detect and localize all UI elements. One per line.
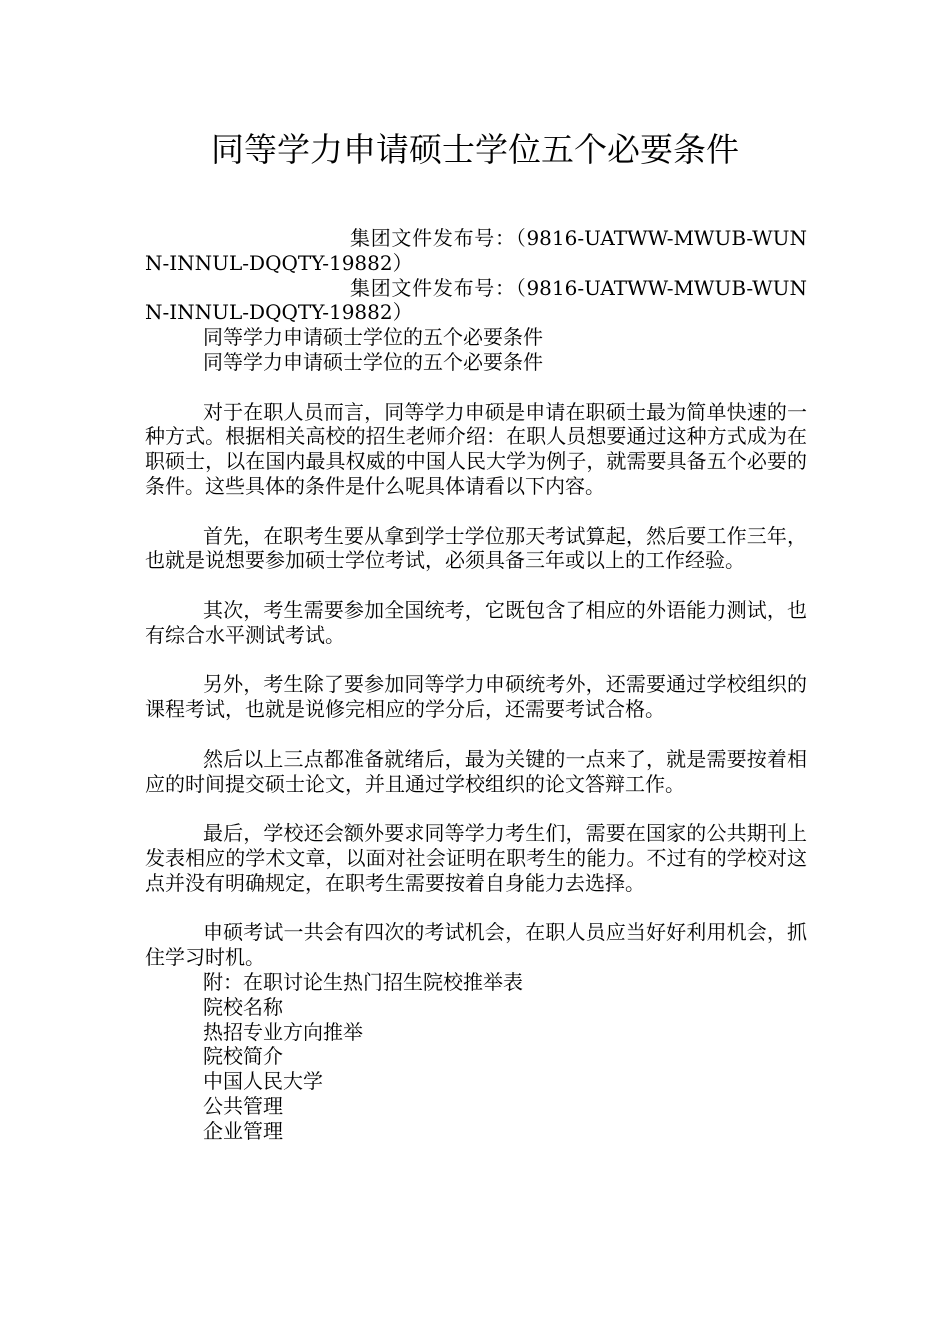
paragraph-second: 其次，考生需要参加全国统考，它既包含了相应的外语能力测试，也有综合水平测试考试。: [145, 597, 807, 647]
subtitle-line: 同等学力申请硕士学位的五个必要条件: [203, 349, 543, 374]
appendix-heading: 附：在职讨论生热门招生院校推举表: [203, 969, 523, 994]
doc-ref-number: 集团文件发布号：（9816-UATWW-MWUB-WUNN-INNUL-DQQTY-19882）: [145, 226, 807, 275]
paragraph-intro: 对于在职人员而言，同等学力申硕是申请在职硕士最为简单快速的一种方式。根据相关高校的招生老师介绍：在职人员想要通过这种方式成为在职硕士，以在国内最具权威的中国人民大学为例子，就需要具备五个必要的条件。这些具体的条件是什么呢具体请看以下内容。: [145, 399, 807, 498]
appendix-item: 院校名称: [203, 994, 283, 1019]
paragraph-fourth: 然后以上三点都准备就绪后，最为关键的一点来了，就是需要按着相应的时间提交硕士论文，并且通过学校组织的论文答辩工作。: [145, 746, 807, 796]
paragraph-third: 另外，考生除了要参加同等学力申硕统考外，还需要通过学校组织的课程考试，也就是说修完相应的学分后，还需要考试合格。: [145, 672, 807, 722]
appendix-item: 中国人民大学: [203, 1069, 323, 1094]
doc-ref-number: 集团文件发布号：（9816-UATWW-MWUB-WUNN-INNUL-DQQTY-19882）: [145, 275, 807, 325]
paragraph-fifth: 最后，学校还会额外要求同等学力考生们，需要在国家的公共期刊上发表相应的学术文章，以面对社会证明在职考生的能力。不过有的学校对这点并没有明确规定，在职考生需要按着自身能力去选择。: [145, 821, 807, 895]
paragraph-closing: 申硕考试一共会有四次的考试机会，在职人员应当好好利用机会，抓住学习时机。: [145, 920, 807, 970]
document-title: 同等学力申请硕士学位五个必要条件: [211, 130, 739, 169]
document-body: [145, 226, 807, 1143]
paragraph-first: 首先，在职考生要从拿到学士学位那天考试算起，然后要工作三年，也就是说想要参加硕士学位考试，必须具备三年或以上的工作经验。: [145, 523, 807, 573]
appendix-item: 公共管理: [203, 1093, 283, 1118]
appendix-item: 院校简介: [203, 1044, 283, 1069]
appendix-item: 热招专业方向推举: [203, 1019, 363, 1044]
appendix-item: 企业管理: [203, 1118, 283, 1143]
subtitle-line: 同等学力申请硕士学位的五个必要条件: [203, 325, 543, 350]
